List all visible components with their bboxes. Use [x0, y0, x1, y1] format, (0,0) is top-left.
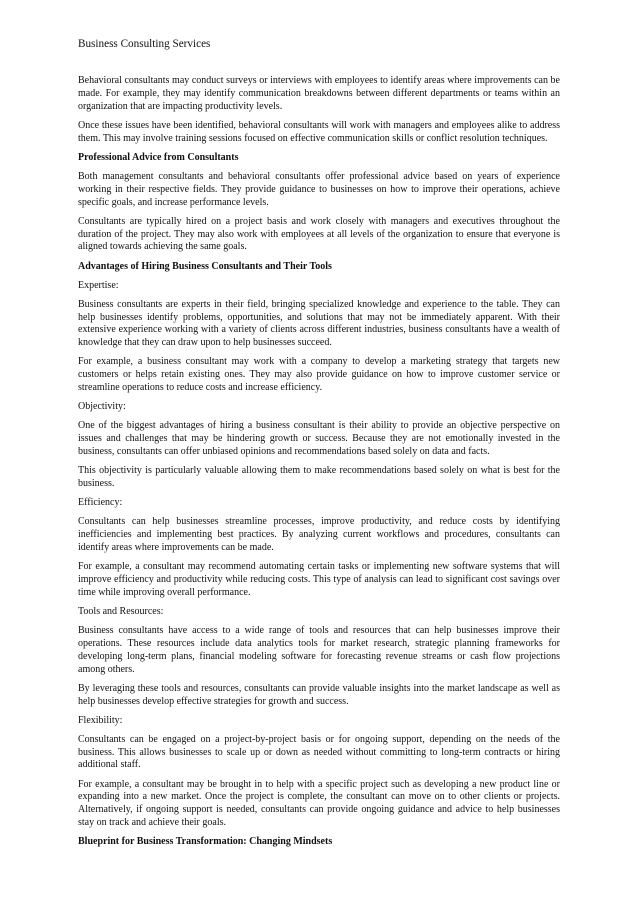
subsection-label: Expertise: [78, 279, 119, 291]
body-paragraph: Consultants can be engaged on a project-by-project basis or for ongoing support, depending on the needs of the business. This allows businesses to scale up or down as needed without committing to long-term contracts or hiring additional staff. [78, 733, 560, 771]
body-paragraph: For example, a consultant may recommend automating certain tasks or implementing new software systems that will improve efficiency and productivity while reducing costs. This type of analysis can lead to significant cost savings over time while improving overall performance. [78, 561, 560, 598]
body-paragraph: For example, a consultant may be brought in to help with a specific project such as developing a new product line or expanding into a new market. Once the project is complete, the consultant can move on to other clients or projects. Alternatively, if ongoing support is needed, consultants can provide ongoing guidance and advice to help businesses stay on track and achieve their goals. [78, 778, 560, 829]
body-paragraph: Both management consultants and behavioral consultants offer professional advice based on years of experience working in their respective fields. They provide guidance to businesses on how to improve their operations, achieve specific goals, and increase performance levels. [78, 170, 560, 208]
body-paragraph: By leveraging these tools and resources, consultants can provide valuable insights into the market landscape as well as help businesses develop effective strategies for growth and success. [78, 682, 560, 707]
body-paragraph: Consultants are typically hired on a project basis and work closely with managers and executives throughout the duration of the project. They may also work with employees at all levels of the organization to ensure that everyone is aligned towards achieving the same goals. [78, 215, 560, 253]
body-paragraph: Business consultants are experts in their field, bringing specialized knowledge and experience to the table. They can help businesses identify problems, opportunities, and solutions that may not be immediately apparent. With their extensive experience working with a variety of clients across different industries, business consultants have a wealth of knowledge that they can draw upon to help businesses succeed. [78, 298, 560, 349]
section-heading: Blueprint for Business Transformation: Changing Mindsets [78, 836, 333, 848]
body-paragraph: Behavioral consultants may conduct surveys or interviews with employees to identify areas where improvements can be made. For example, they may identify communication breakdowns between different departments or teams within an organization that are impacting productivity levels. [78, 75, 560, 112]
subsection-label: Objectivity: [78, 401, 126, 413]
body-paragraph: One of the biggest advantages of hiring a business consultant is their ability to provide an objective perspective on issues and challenges that may be hindering growth or success. Because they are not emotionally invested in the business, consultants can offer unbiased opinions and recommendations based solely on data and facts. [78, 420, 560, 458]
section-heading: Professional Advice from Consultants [78, 151, 239, 163]
body-paragraph: Once these issues have been identified, behavioral consultants will work with managers and employees alike to address them. This may involve training sessions focused on effective communication skills or conflict resolution techniques. [78, 119, 560, 144]
body-paragraph: Business consultants have access to a wide range of tools and resources that can help businesses improve their operations. These resources include data analytics tools for market research, strategic planning frameworks for developing long-term plans, financial modeling software for forecasting revenue streams or cash flow projections among others. [78, 625, 560, 675]
body-paragraph: This objectivity is particularly valuable allowing them to make recommendations based solely on what is best for the business. [78, 465, 560, 490]
section-heading: Advantages of Hiring Business Consultants and Their Tools [78, 260, 332, 272]
body-paragraph: Consultants can help businesses streamline processes, improve productivity, and reduce costs by identifying inefficiencies and implementing best practices. By analyzing current workflows and procedures, consultants can identify areas where improvements can be made. [78, 516, 560, 553]
body-paragraph: For example, a business consultant may work with a company to develop a marketing strategy that targets new customers or helps retain existing ones. They may also provide guidance on how to improve customer service or streamline operations to reduce costs and increase efficiency. [78, 356, 560, 394]
subsection-label: Flexibility: [78, 714, 123, 726]
subsection-label: Efficiency: [78, 497, 123, 509]
document-body [78, 75, 560, 855]
running-header: Business Consulting Services [78, 38, 211, 50]
subsection-label: Tools and Resources: [78, 605, 164, 617]
